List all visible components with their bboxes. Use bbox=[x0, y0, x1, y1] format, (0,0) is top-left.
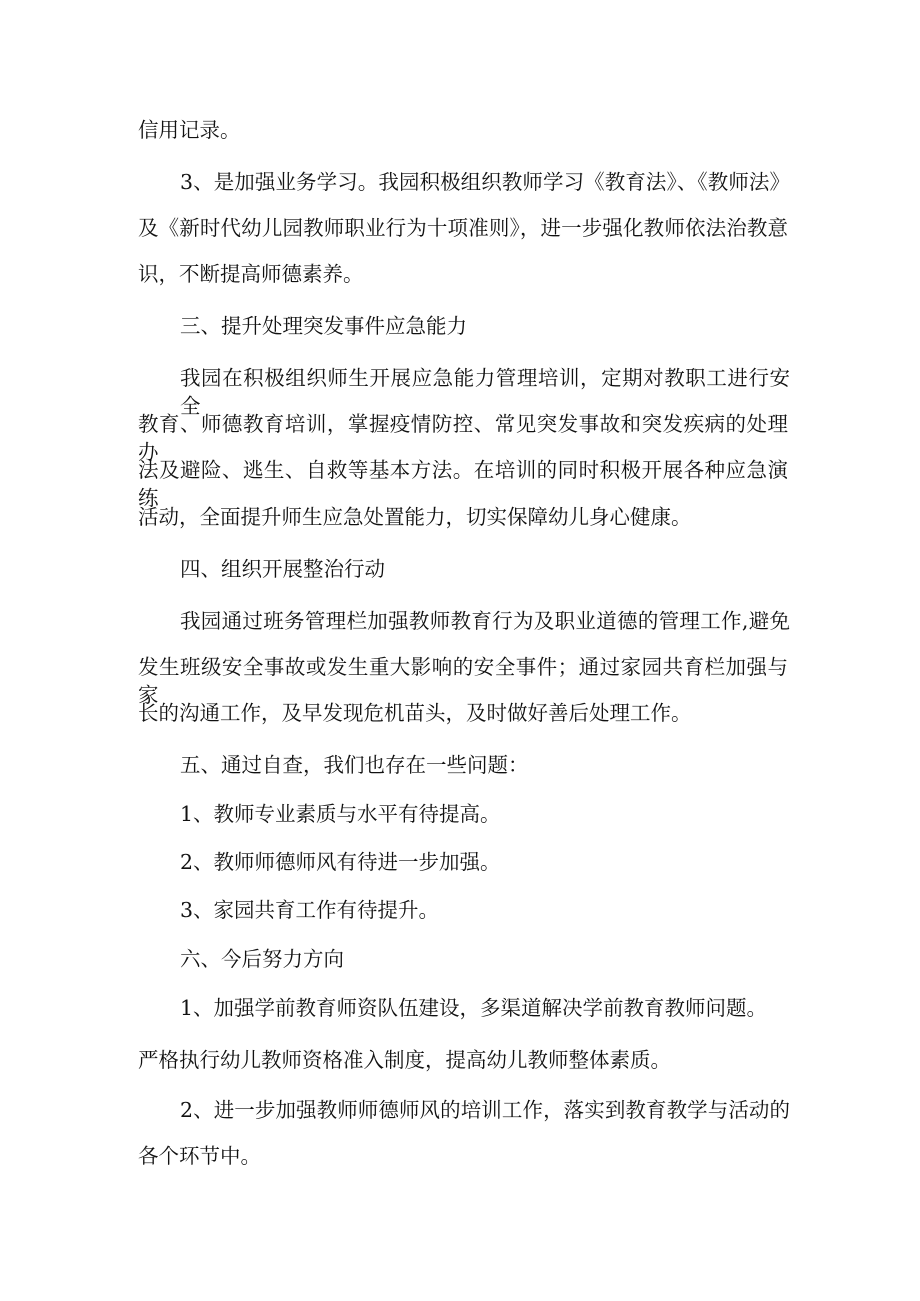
text-line: 3、是加强业务学习。我园积极组织教师学习《教育法》、《教师法》 bbox=[180, 170, 790, 194]
text-line: 法及避险、逃生、自救等基本方法。在培训的同时积极开展各种应急演练 bbox=[138, 458, 788, 510]
list-item: 1、教师专业素质与水平有待提高。 bbox=[180, 802, 501, 826]
list-item: 2、教师师德师风有待进一步加强。 bbox=[180, 850, 501, 874]
list-item: 1、加强学前教育师资队伍建设，多渠道解决学前教育教师问题。 bbox=[180, 996, 768, 1020]
text-line: 教育、师德教育培训，掌握疫情防控、常见突发事故和突发疾病的处理办 bbox=[138, 412, 788, 464]
text-line: 发生班级安全事故或发生重大影响的安全事件；通过家园共育栏加强与家 bbox=[138, 655, 788, 707]
list-item: 3、家园共育工作有待提升。 bbox=[180, 898, 440, 922]
text-line: 信用记录。 bbox=[138, 118, 241, 142]
section-heading: 四、组织开展整治行动 bbox=[180, 557, 385, 581]
text-line: 严格执行幼儿教师资格准入制度，提高幼儿教师整体素质。 bbox=[138, 1048, 671, 1072]
text-line: 识，不断提高师德素养。 bbox=[138, 262, 364, 286]
text-line: 及《新时代幼儿园教师职业行为十项准则》，进一步强化教师依法治教意 bbox=[138, 216, 788, 240]
section-heading: 六、今后努力方向 bbox=[180, 947, 344, 971]
text-line: 活动，全面提升师生应急处置能力，切实保障幼儿身心健康。 bbox=[138, 505, 692, 529]
section-heading: 三、提升处理突发事件应急能力 bbox=[180, 314, 467, 338]
text-line: 我园在积极组织师生开展应急能力管理培训，定期对教职工进行安全 bbox=[180, 366, 790, 418]
text-line: 长的沟通工作，及早发现危机苗头，及时做好善后处理工作。 bbox=[138, 701, 692, 725]
section-heading: 五、通过自查，我们也存在一些问题： bbox=[180, 753, 529, 777]
list-item: 2、进一步加强教师师德师风的培训工作，落实到教育教学与活动的 bbox=[180, 1098, 790, 1122]
text-line: 我园通过班务管理栏加强教师教育行为及职业道德的管理工作,避免 bbox=[180, 609, 790, 633]
text-line: 各个环节中。 bbox=[138, 1144, 261, 1168]
